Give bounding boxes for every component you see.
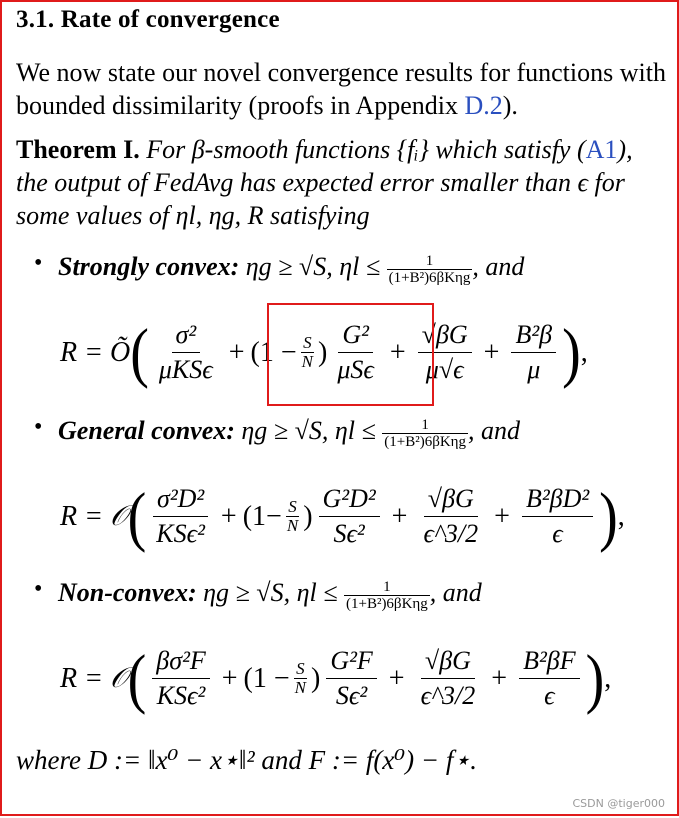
assumption-link[interactable]: A1 xyxy=(585,135,618,164)
highlight-box xyxy=(267,303,434,406)
theorem-label: Theorem I. xyxy=(16,135,140,164)
where-definitions: where D := ‖x⁰ − x⋆‖² and F := f(x⁰) − f⋆. xyxy=(16,745,477,775)
formula-strongly-convex: R = Õ ( σ² μKSϵ + (1 − $\frac{S}{N}$ ) G² μSϵ + $\frac{√\beta G}{\mu√\epsilon}$ + $\frac{\text{B²β}}{\mu}$ ) , xyxy=(60,315,588,390)
formula-non-convex: R = 𝒪 ( βσ²F KSϵ² + (1 − $\frac{S}{N}$ ) G²F Sϵ² + $\frac{√\beta G}{\epsilon\^{}3/2}$ + $\frac{\text{B²βF}}{\epsilon}$ ) , xyxy=(60,641,612,716)
intro-paragraph: We now state our novel convergence results for functions with bounded dissimilarity (proofs in Appendix D.2). xyxy=(16,58,666,120)
appendix-link[interactable]: D.2 xyxy=(464,91,503,120)
theorem-statement: Theorem I. For β-smooth functions {fᵢ} which satisfy (A1), the output of FedAvg has expected error smaller than ϵ for some values of ηl, ηg, R satisfying xyxy=(16,135,633,230)
watermark: CSDN @tiger000 xyxy=(572,797,665,810)
formula-general-convex: R = 𝒪 ( σ²D² KSϵ² + (1− $\frac{S}{N}$ ) G²D² Sϵ² + $\frac{√\beta G}{\epsilon\^{}3/2}$ + $\frac{\text{B²βD²}}{\epsilon}$ ) , xyxy=(60,479,625,554)
section-heading: 3.1. Rate of convergence xyxy=(16,6,280,33)
